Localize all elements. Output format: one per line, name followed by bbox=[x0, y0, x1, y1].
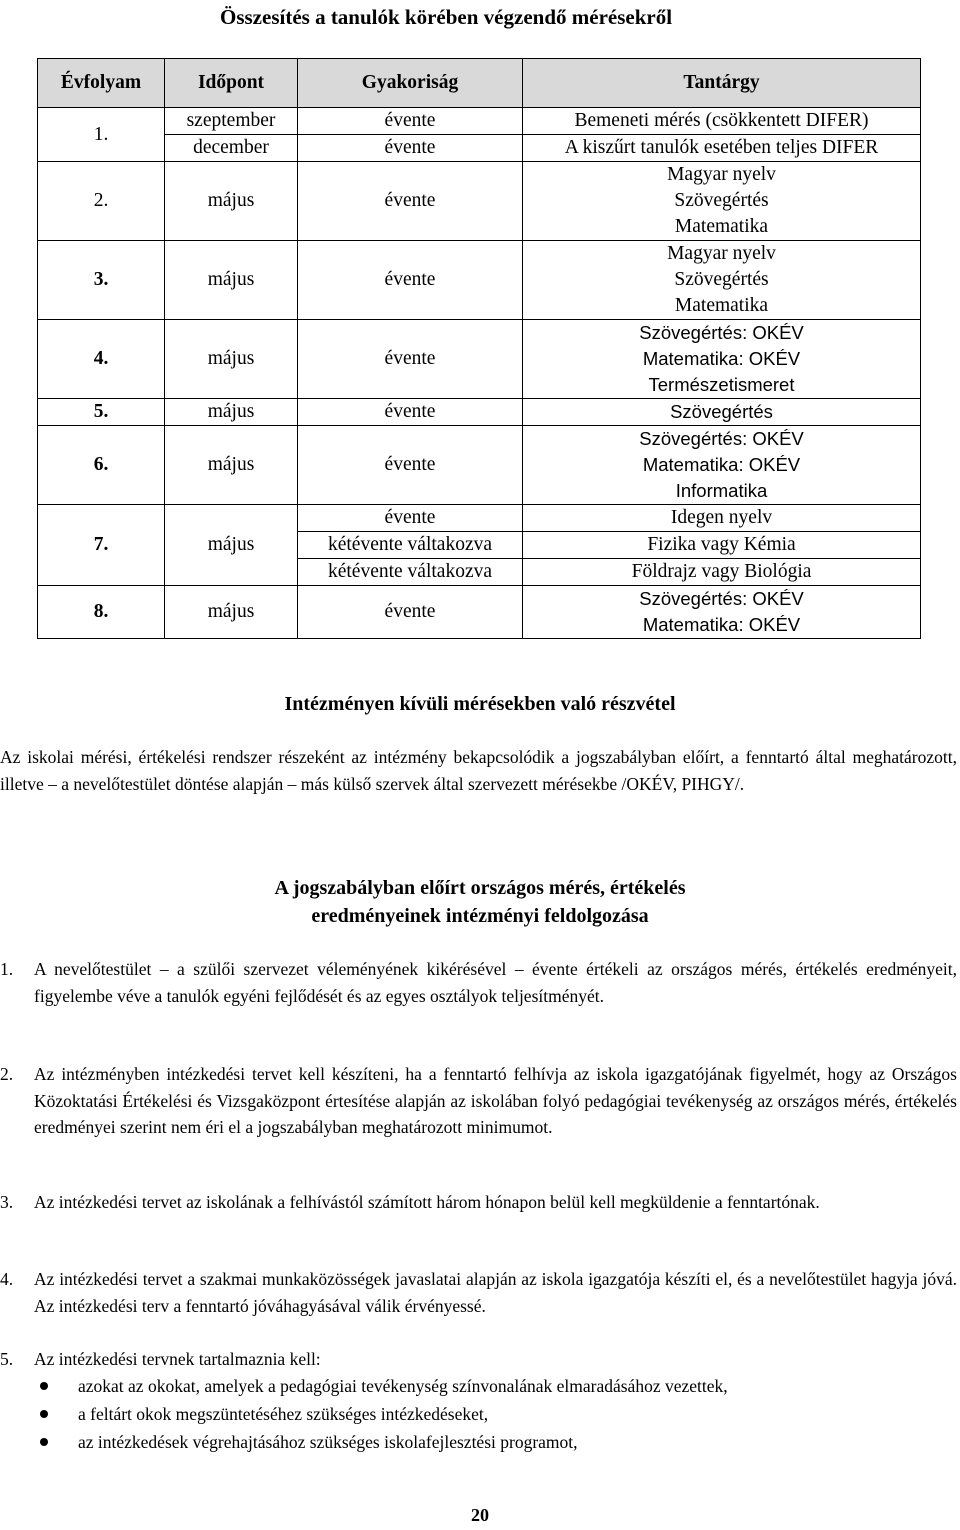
time-cell: május bbox=[165, 399, 298, 426]
subject-line: Szövegértés: OKÉV bbox=[639, 428, 804, 449]
table-row bbox=[38, 399, 921, 426]
table-row bbox=[38, 162, 921, 241]
subject-cell: Bemeneti mérés (csökkentett DIFER) bbox=[523, 108, 921, 135]
frequency-cell: évente bbox=[298, 399, 523, 426]
header-time: Időpont bbox=[165, 59, 298, 108]
subject-cell bbox=[523, 426, 921, 505]
section-paragraph: Az iskolai mérési, értékelési rendszer részeként az intézmény bekapcsolódik a jogszabályban előírt, a fenntartó által meghatározott, illetve – a nevelőtestület döntése alapján – más külső szervek által szervezett mérésekbe /OKÉV, PIHGY/. bbox=[0, 747, 957, 794]
list-item-text: az intézkedések végrehajtásához szükséges iskolafejlesztési programot, bbox=[78, 1432, 578, 1452]
time-cell: szeptember bbox=[165, 108, 298, 135]
item-number: 1. bbox=[0, 959, 14, 979]
frequency-cell: évente bbox=[298, 135, 523, 162]
grade-cell: 3. bbox=[38, 241, 165, 320]
subject-line: Természetismeret bbox=[648, 374, 795, 395]
subject-line: Magyar nyelv bbox=[667, 164, 776, 185]
subject-cell bbox=[523, 586, 921, 639]
table-row bbox=[38, 505, 921, 532]
heading-line: A jogszabályban előírt országos mérés, értékelés bbox=[274, 877, 686, 899]
frequency-cell: évente bbox=[298, 162, 523, 241]
item-text: Az intézkedési tervet a szakmai munkaközösségek javaslatai alapján az iskola igazgatója készíti el, és a nevelőtestület hagyja jóvá. Az intézkedési terv a fenntartó jóváhagyásával válik érvényessé. bbox=[34, 1269, 957, 1316]
document-title: Összesítés a tanulók körében végzendő mérésekről bbox=[220, 5, 673, 29]
frequency-cell: évente bbox=[298, 586, 523, 639]
section-heading-external-measurements: Intézményen kívüli mérésekben való részvétel bbox=[284, 693, 676, 715]
grade-cell: 4. bbox=[38, 320, 165, 399]
header-grade: Évfolyam bbox=[38, 59, 165, 108]
subject-line: Informatika bbox=[675, 480, 768, 501]
heading-line: eredményeinek intézményi feldolgozása bbox=[311, 905, 649, 927]
list-item-text: azokat az okokat, amelyek a pedagógiai tevékenység színvonalának elmaradásához vezettek, bbox=[78, 1376, 728, 1396]
subject-cell: Fizika vagy Kémia bbox=[523, 532, 921, 559]
list-item bbox=[0, 1400, 957, 1428]
time-cell: május bbox=[165, 586, 298, 639]
subject-cell bbox=[523, 162, 921, 241]
grade-cell: 7. bbox=[38, 505, 165, 586]
header-frequency: Gyakoriság bbox=[298, 59, 523, 108]
time-cell: május bbox=[165, 505, 298, 586]
numbered-item bbox=[0, 1061, 957, 1141]
time-cell: május bbox=[165, 162, 298, 241]
table-row bbox=[38, 241, 921, 320]
subject-line: Szövegértés: OKÉV bbox=[639, 588, 804, 609]
table-row bbox=[38, 108, 921, 135]
table-row bbox=[38, 426, 921, 505]
subject-line: Magyar nyelv bbox=[667, 243, 776, 264]
subject-cell: Idegen nyelv bbox=[523, 505, 921, 532]
frequency-cell: évente bbox=[298, 426, 523, 505]
bullet-icon bbox=[40, 1410, 48, 1418]
frequency-cell: évente bbox=[298, 505, 523, 532]
subject-cell bbox=[523, 320, 921, 399]
item-number: 2. bbox=[0, 1064, 14, 1084]
subject-line: Matematika bbox=[674, 295, 769, 316]
subject-cell: Szövegértés bbox=[523, 399, 921, 426]
frequency-cell: évente bbox=[298, 108, 523, 135]
bullet-list bbox=[0, 1372, 957, 1456]
list-item-text: a feltárt okok megszüntetéséhez szükséges intézkedéseket, bbox=[78, 1404, 489, 1424]
page-number: 20 bbox=[471, 1505, 489, 1525]
item-number: 4. bbox=[0, 1269, 14, 1289]
header-subject: Tantárgy bbox=[523, 59, 921, 108]
item-text: Az intézményben intézkedési tervet kell készíteni, ha a fenntartó felhívja az iskola igazgatójának figyelmét, hogy az Országos Közoktatási Értékelési és Vizsgaközpont értesítése alapján az iskolában folyó pedagógiai tevékenység az országos mérés, értékelés eredményei szerint nem éri el a jogszabályban meghatározott minimumot. bbox=[34, 1064, 957, 1137]
subject-line: Matematika: OKÉV bbox=[642, 348, 801, 369]
grade-cell: 1. bbox=[38, 108, 165, 162]
frequency-cell: évente bbox=[298, 320, 523, 399]
table-row bbox=[38, 135, 921, 162]
frequency-cell: kétévente váltakozva bbox=[298, 532, 523, 559]
time-cell: május bbox=[165, 426, 298, 505]
bullet-icon bbox=[40, 1382, 48, 1390]
subject-line: Szövegértés: OKÉV bbox=[639, 322, 804, 343]
frequency-cell: évente bbox=[298, 241, 523, 320]
grade-cell: 5. bbox=[38, 399, 165, 426]
time-cell: május bbox=[165, 241, 298, 320]
grade-cell: 8. bbox=[38, 586, 165, 639]
table-header-row bbox=[38, 59, 921, 108]
subject-cell bbox=[523, 241, 921, 320]
list-item bbox=[0, 1372, 957, 1400]
subject-line: Matematika: OKÉV bbox=[642, 614, 801, 635]
subject-line: Szövegértés bbox=[674, 269, 769, 290]
item-number: 3. bbox=[0, 1192, 14, 1212]
section-heading-national-measurement bbox=[0, 874, 960, 930]
time-cell: május bbox=[165, 320, 298, 399]
item-text: A nevelőtestület – a szülői szervezet véleményének kikérésével – évente értékeli az országos mérés, értékelés eredményeit, figyelembe véve a tanulók egyéni fejlődését és az egyes osztályok teljesítményét. bbox=[34, 959, 957, 1006]
grade-cell: 2. bbox=[38, 162, 165, 241]
item-text: Az intézkedési tervet az iskolának a felhívástól számított három hónapon belül kell megküldenie a fenntartónak. bbox=[34, 1192, 820, 1212]
numbered-item bbox=[0, 1346, 957, 1373]
list-item bbox=[0, 1428, 957, 1456]
bullet-icon bbox=[40, 1438, 48, 1446]
measurement-summary-table bbox=[37, 58, 921, 639]
numbered-item bbox=[0, 1266, 957, 1319]
item-number: 5. bbox=[0, 1349, 14, 1369]
numbered-item bbox=[0, 956, 957, 1009]
grade-cell: 6. bbox=[38, 426, 165, 505]
subject-line: Matematika bbox=[674, 216, 769, 237]
item-text: Az intézkedési tervnek tartalmaznia kell: bbox=[34, 1349, 321, 1369]
subject-cell: A kiszűrt tanulók esetében teljes DIFER bbox=[523, 135, 921, 162]
time-cell: december bbox=[165, 135, 298, 162]
subject-cell: Földrajz vagy Biológia bbox=[523, 559, 921, 586]
subject-line: Szövegértés bbox=[674, 190, 769, 211]
table-row bbox=[38, 320, 921, 399]
numbered-item bbox=[0, 1189, 957, 1216]
table-row bbox=[38, 586, 921, 639]
frequency-cell: kétévente váltakozva bbox=[298, 559, 523, 586]
subject-line: Matematika: OKÉV bbox=[642, 454, 801, 475]
